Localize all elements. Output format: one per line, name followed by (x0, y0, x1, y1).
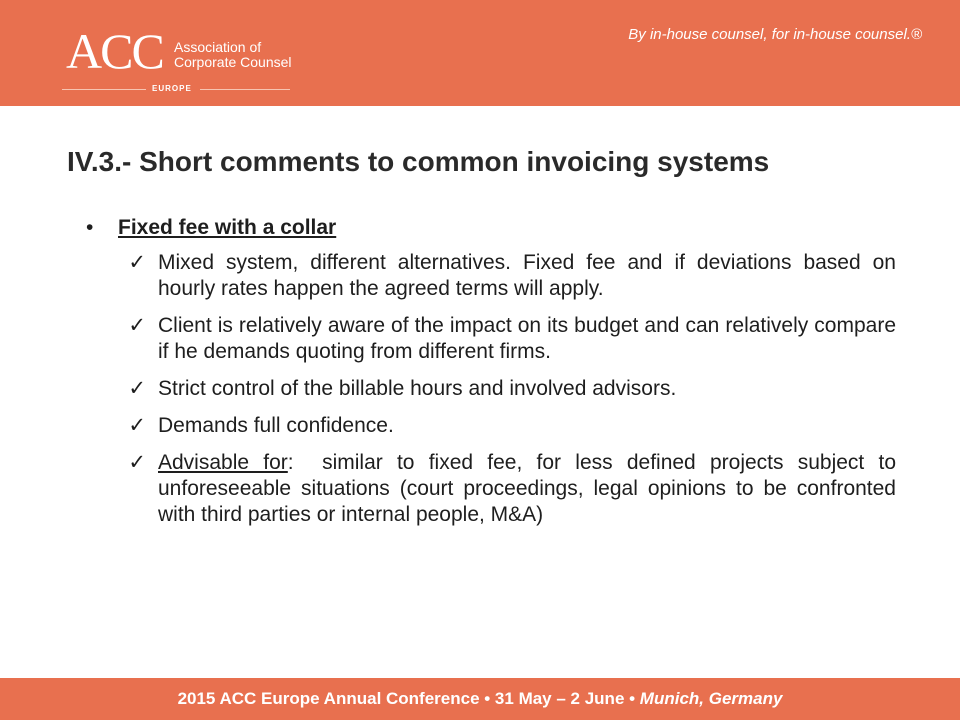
acc-logo (60, 18, 320, 100)
footer-text: 2015 ACC Europe Annual Conference • 31 May – 2 June • (177, 689, 640, 708)
advisable-colon: : (287, 451, 294, 474)
advisable-text-block (158, 450, 902, 528)
list-item (86, 250, 896, 302)
checkmark-icon: ✓ (128, 251, 146, 274)
bullet-label: Fixed fee with a collar (118, 216, 337, 239)
checklist (86, 250, 902, 528)
list-item (86, 313, 896, 365)
header-banner (0, 0, 960, 106)
logo-name (174, 40, 324, 70)
item-text: Mixed system, different alternatives. Fixed fee and if deviations based on hourly rates happen the agreed terms will apply. (158, 251, 896, 300)
logo-rule-left (62, 89, 146, 90)
bullet-fixed-fee-collar (86, 216, 896, 240)
checkmark-icon: ✓ (128, 377, 146, 400)
item-text: Strict control of the billable hours and involved advisors. (158, 377, 677, 400)
footer-banner (0, 678, 960, 720)
logo-name-line2: Corporate Counsel (174, 54, 292, 70)
list-item-advisable (86, 450, 902, 528)
advisable-text: similar to fixed fee, for less defined projects subject to unforeseeable situations (court proceedings, legal opinions to be confronted with third parties or internal people, M&A) (158, 451, 902, 526)
logo-name-line1: Association of (174, 39, 262, 55)
checkmark-icon: ✓ (128, 314, 146, 337)
logo-rule-right (200, 89, 290, 90)
logo-mark: ACC (66, 23, 163, 79)
logo-region: EUROPE (152, 84, 192, 93)
item-text: Demands full confidence. (158, 414, 394, 437)
tagline: By in-house counsel, for in-house counsel.® (628, 26, 922, 43)
footer-location: Munich, Germany (639, 689, 783, 708)
bullet-dot-icon: • (86, 216, 94, 239)
item-text: Client is relatively aware of the impact on its budget and can relatively compare if he demands quoting from different firms. (158, 314, 896, 363)
checkmark-icon: ✓ (128, 451, 146, 474)
checkmark-icon: ✓ (128, 414, 146, 437)
slide-content (86, 216, 902, 539)
list-item (86, 376, 896, 402)
advisable-label: Advisable for (158, 451, 288, 474)
slide-title: IV.3.- Short comments to common invoicing systems (67, 146, 770, 177)
list-item (86, 413, 896, 439)
